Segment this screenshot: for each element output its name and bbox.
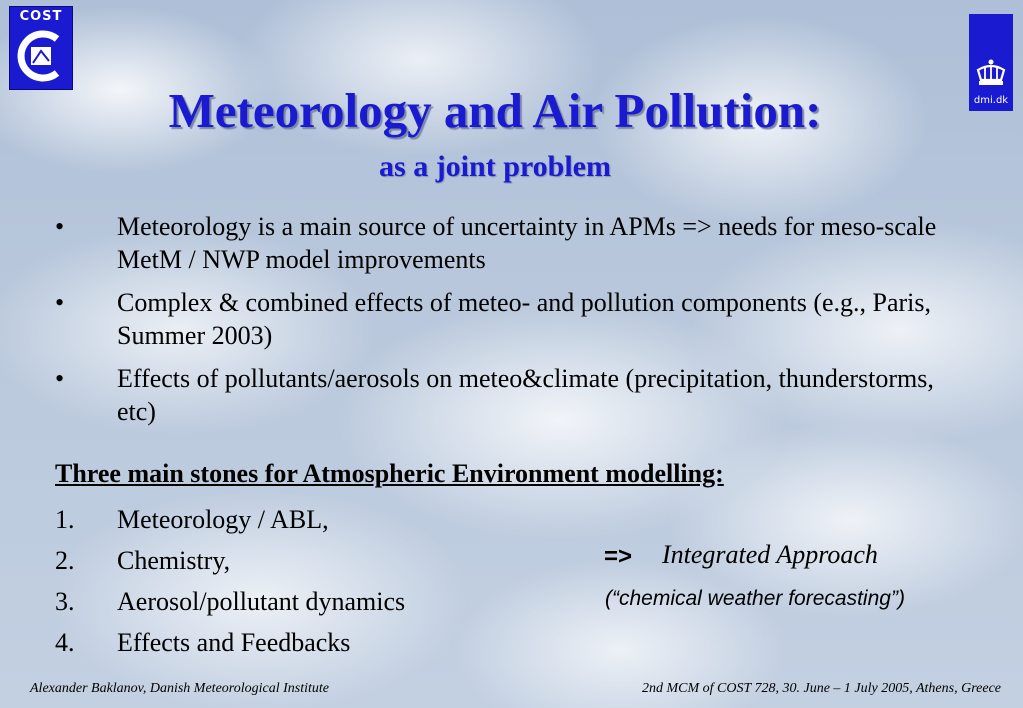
stones-number: 2. [55, 546, 75, 575]
stones-text: Chemistry, [117, 546, 231, 575]
bullet-list [55, 210, 975, 438]
stones-heading: Three main stones for Atmospheric Environment modelling: [55, 459, 724, 488]
bullet-marker: • [55, 364, 65, 393]
approach-text: Integrated Approach [662, 540, 878, 569]
bullet-item [55, 210, 975, 276]
slide-title: Meteorology and Air Pollution: [168, 83, 822, 138]
stones-text: Meteorology / ABL, [117, 505, 329, 534]
stones-text: Aerosol/pollutant dynamics [117, 587, 406, 616]
cost-emblem-icon [13, 27, 69, 85]
bullet-text: Meteorology is a main source of uncertainty in APMs => needs for meso-scale MetM / NWP model improvements [117, 212, 937, 274]
stones-item [55, 500, 995, 541]
dmi-logo-text: dmi.dk [973, 95, 1009, 106]
stones-number: 3. [55, 587, 75, 616]
approach-note: (“chemical weather forecasting”) [605, 587, 905, 610]
bullet-marker: • [55, 212, 65, 241]
stones-item [55, 623, 995, 664]
cost-logo-text: COST [19, 9, 63, 24]
slide-subtitle: as a joint problem [379, 150, 611, 183]
cost-logo [9, 6, 73, 90]
bullet-text: Effects of pollutants/aerosols on meteo&climate (precipitation, thunderstorms, etc) [117, 364, 934, 426]
bullet-text: Complex & combined effects of meteo- and pollution components (e.g., Paris, Summer 2003) [117, 288, 932, 350]
bullet-item [55, 362, 975, 428]
stones-number: 1. [55, 505, 75, 534]
bullet-item [55, 286, 975, 352]
approach-arrow: => [604, 543, 633, 570]
stones-list [55, 500, 995, 664]
bullet-marker: • [55, 288, 65, 317]
footer-event: 2nd MCM of COST 728, 30. June – 1 July 2005, Athens, Greece [641, 681, 1001, 696]
footer-author: Alexander Baklanov, Danish Meteorological Institute [30, 681, 329, 696]
stones-number: 4. [55, 628, 75, 657]
stones-text: Effects and Feedbacks [117, 628, 351, 657]
